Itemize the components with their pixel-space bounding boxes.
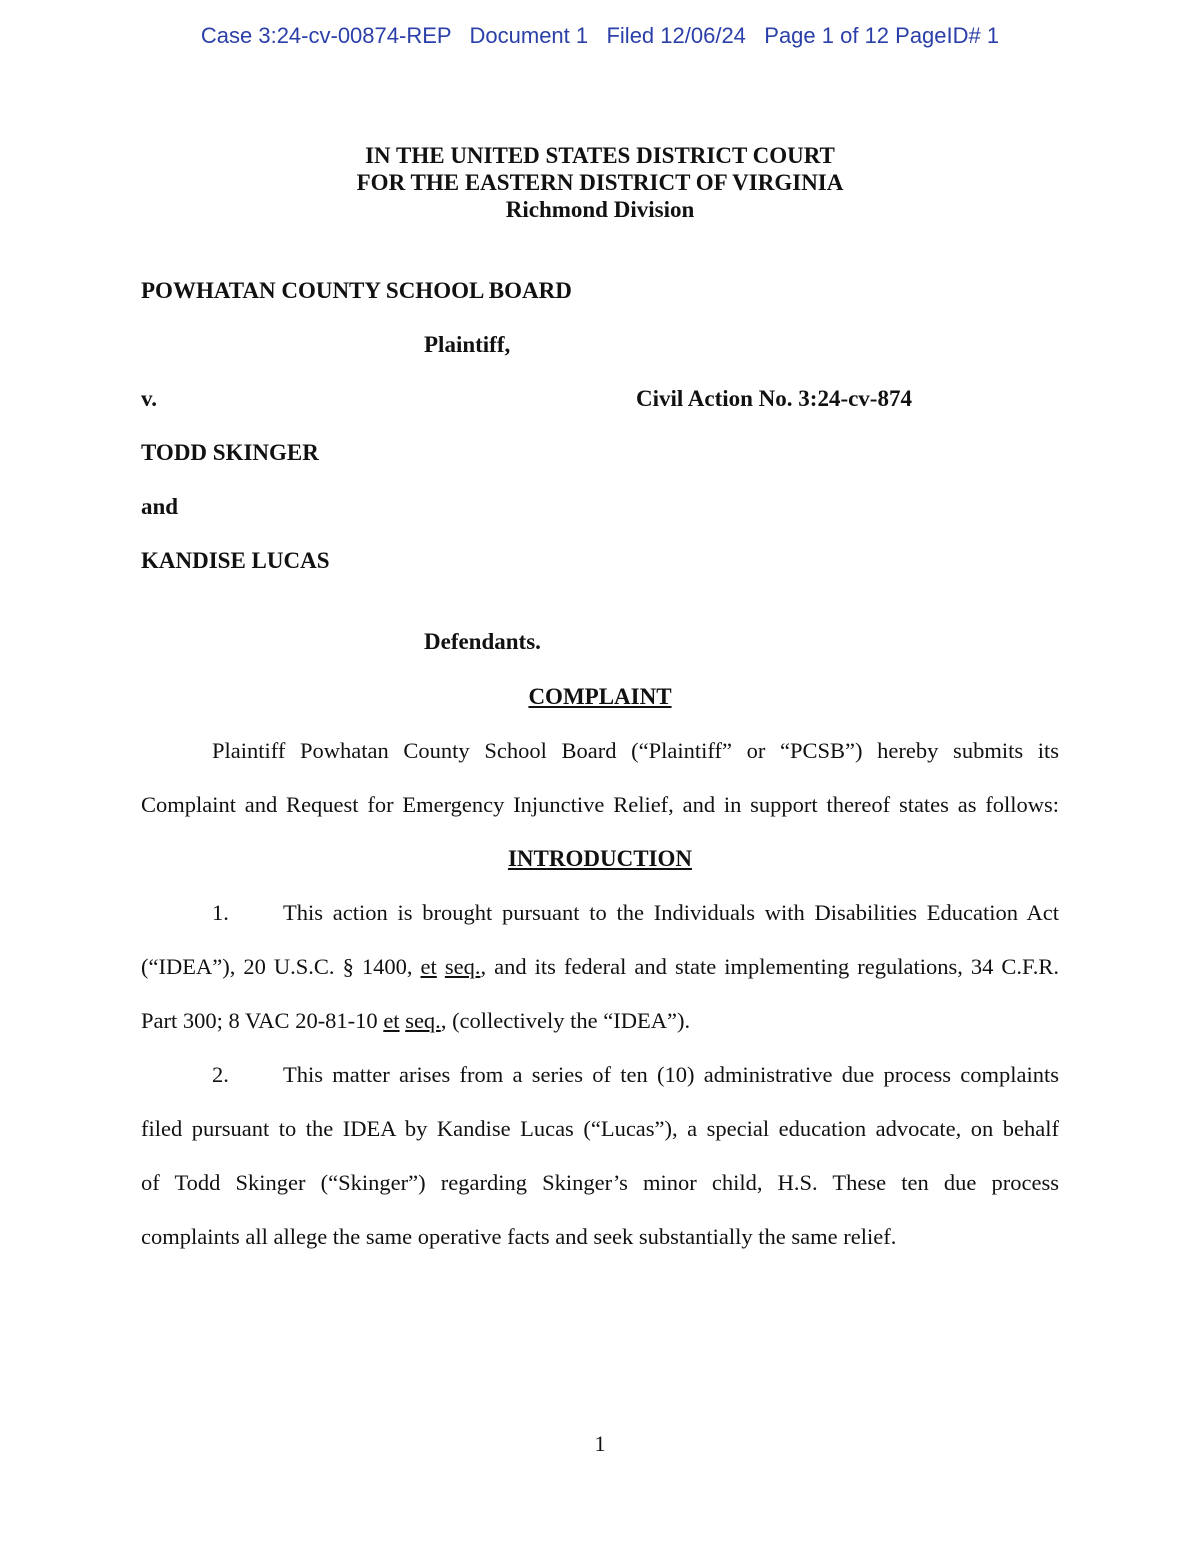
case-number: Case 3:24-cv-00874-REP xyxy=(200,23,452,48)
para1-text-3a: Part 300; 8 VAC 20-81-10 xyxy=(141,1008,378,1033)
para2-text-1: This matter arises from a series of ten (10) administrative due process complaints xyxy=(283,1062,1059,1087)
civil-action-number: Civil Action No. 3:24-cv-874 xyxy=(636,386,912,411)
et-seq-seq: seq. xyxy=(444,954,481,979)
versus: v. xyxy=(141,386,157,411)
complaint-title: COMPLAINT xyxy=(528,684,672,709)
para2-line-1 xyxy=(141,1060,1059,1090)
intro-text-1: Plaintiff Powhatan County School Board (“Plaintiff” or “PCSB”) hereby submits its xyxy=(212,738,1059,763)
para1-line-1 xyxy=(141,898,1059,928)
para2-line-3: of Todd Skinger (“Skinger”) regarding Skinger’s minor child, H.S. These ten due process xyxy=(141,1170,1059,1195)
intro-line-2: Complaint and Request for Emergency Injunctive Relief, and in support thereof states as follows: xyxy=(141,792,1059,817)
ecf-header xyxy=(0,20,1200,52)
et-seq-seq-2: seq. xyxy=(405,1008,441,1033)
court-line-1: IN THE UNITED STATES DISTRICT COURT xyxy=(365,143,835,168)
page-number: 1 xyxy=(594,1431,606,1456)
para1-line-3 xyxy=(141,1006,1059,1036)
conjunction: and xyxy=(141,494,179,519)
intro-line-1 xyxy=(141,736,1059,766)
para1-line-2 xyxy=(141,952,1059,982)
plaintiff-role: Plaintiff, xyxy=(424,332,511,357)
et-seq-et-2: et xyxy=(383,1008,400,1033)
para2-number: 2. xyxy=(212,1062,229,1087)
page-info: Page 1 of 12 PageID# 1 xyxy=(764,23,1000,48)
para1-text-1: This action is brought pursuant to the Individuals with Disabilities Education Act xyxy=(283,900,1059,925)
plaintiff-name: POWHATAN COUNTY SCHOOL BOARD xyxy=(141,278,572,303)
para1-text-2b: , and its federal and state implementing regulations, 34 C.F.R. xyxy=(480,954,1060,979)
defendant-role: Defendants. xyxy=(424,629,541,654)
defendant-1: TODD SKINGER xyxy=(141,440,319,465)
court-heading xyxy=(0,142,1200,223)
para1-text-3b: , (collectively the “IDEA”). xyxy=(440,1008,691,1033)
et-seq-et: et xyxy=(420,954,437,979)
court-line-2: FOR THE EASTERN DISTRICT OF VIRGINIA xyxy=(356,170,844,195)
para2-line-4: complaints all allege the same operative facts and seek substantially the same relief. xyxy=(141,1224,897,1249)
introduction-heading: INTRODUCTION xyxy=(507,846,693,871)
defendant-2: KANDISE LUCAS xyxy=(141,548,330,573)
para2-line-2: filed pursuant to the IDEA by Kandise Lucas (“Lucas”), a special education advocate, on behalf xyxy=(141,1116,1059,1141)
court-division: Richmond Division xyxy=(505,197,695,222)
filed-date: Filed 12/06/24 xyxy=(606,23,746,48)
para1-text-2a: (“IDEA”), 20 U.S.C. § 1400, xyxy=(141,954,413,979)
para1-number: 1. xyxy=(212,900,229,925)
document-number: Document 1 xyxy=(469,23,589,48)
